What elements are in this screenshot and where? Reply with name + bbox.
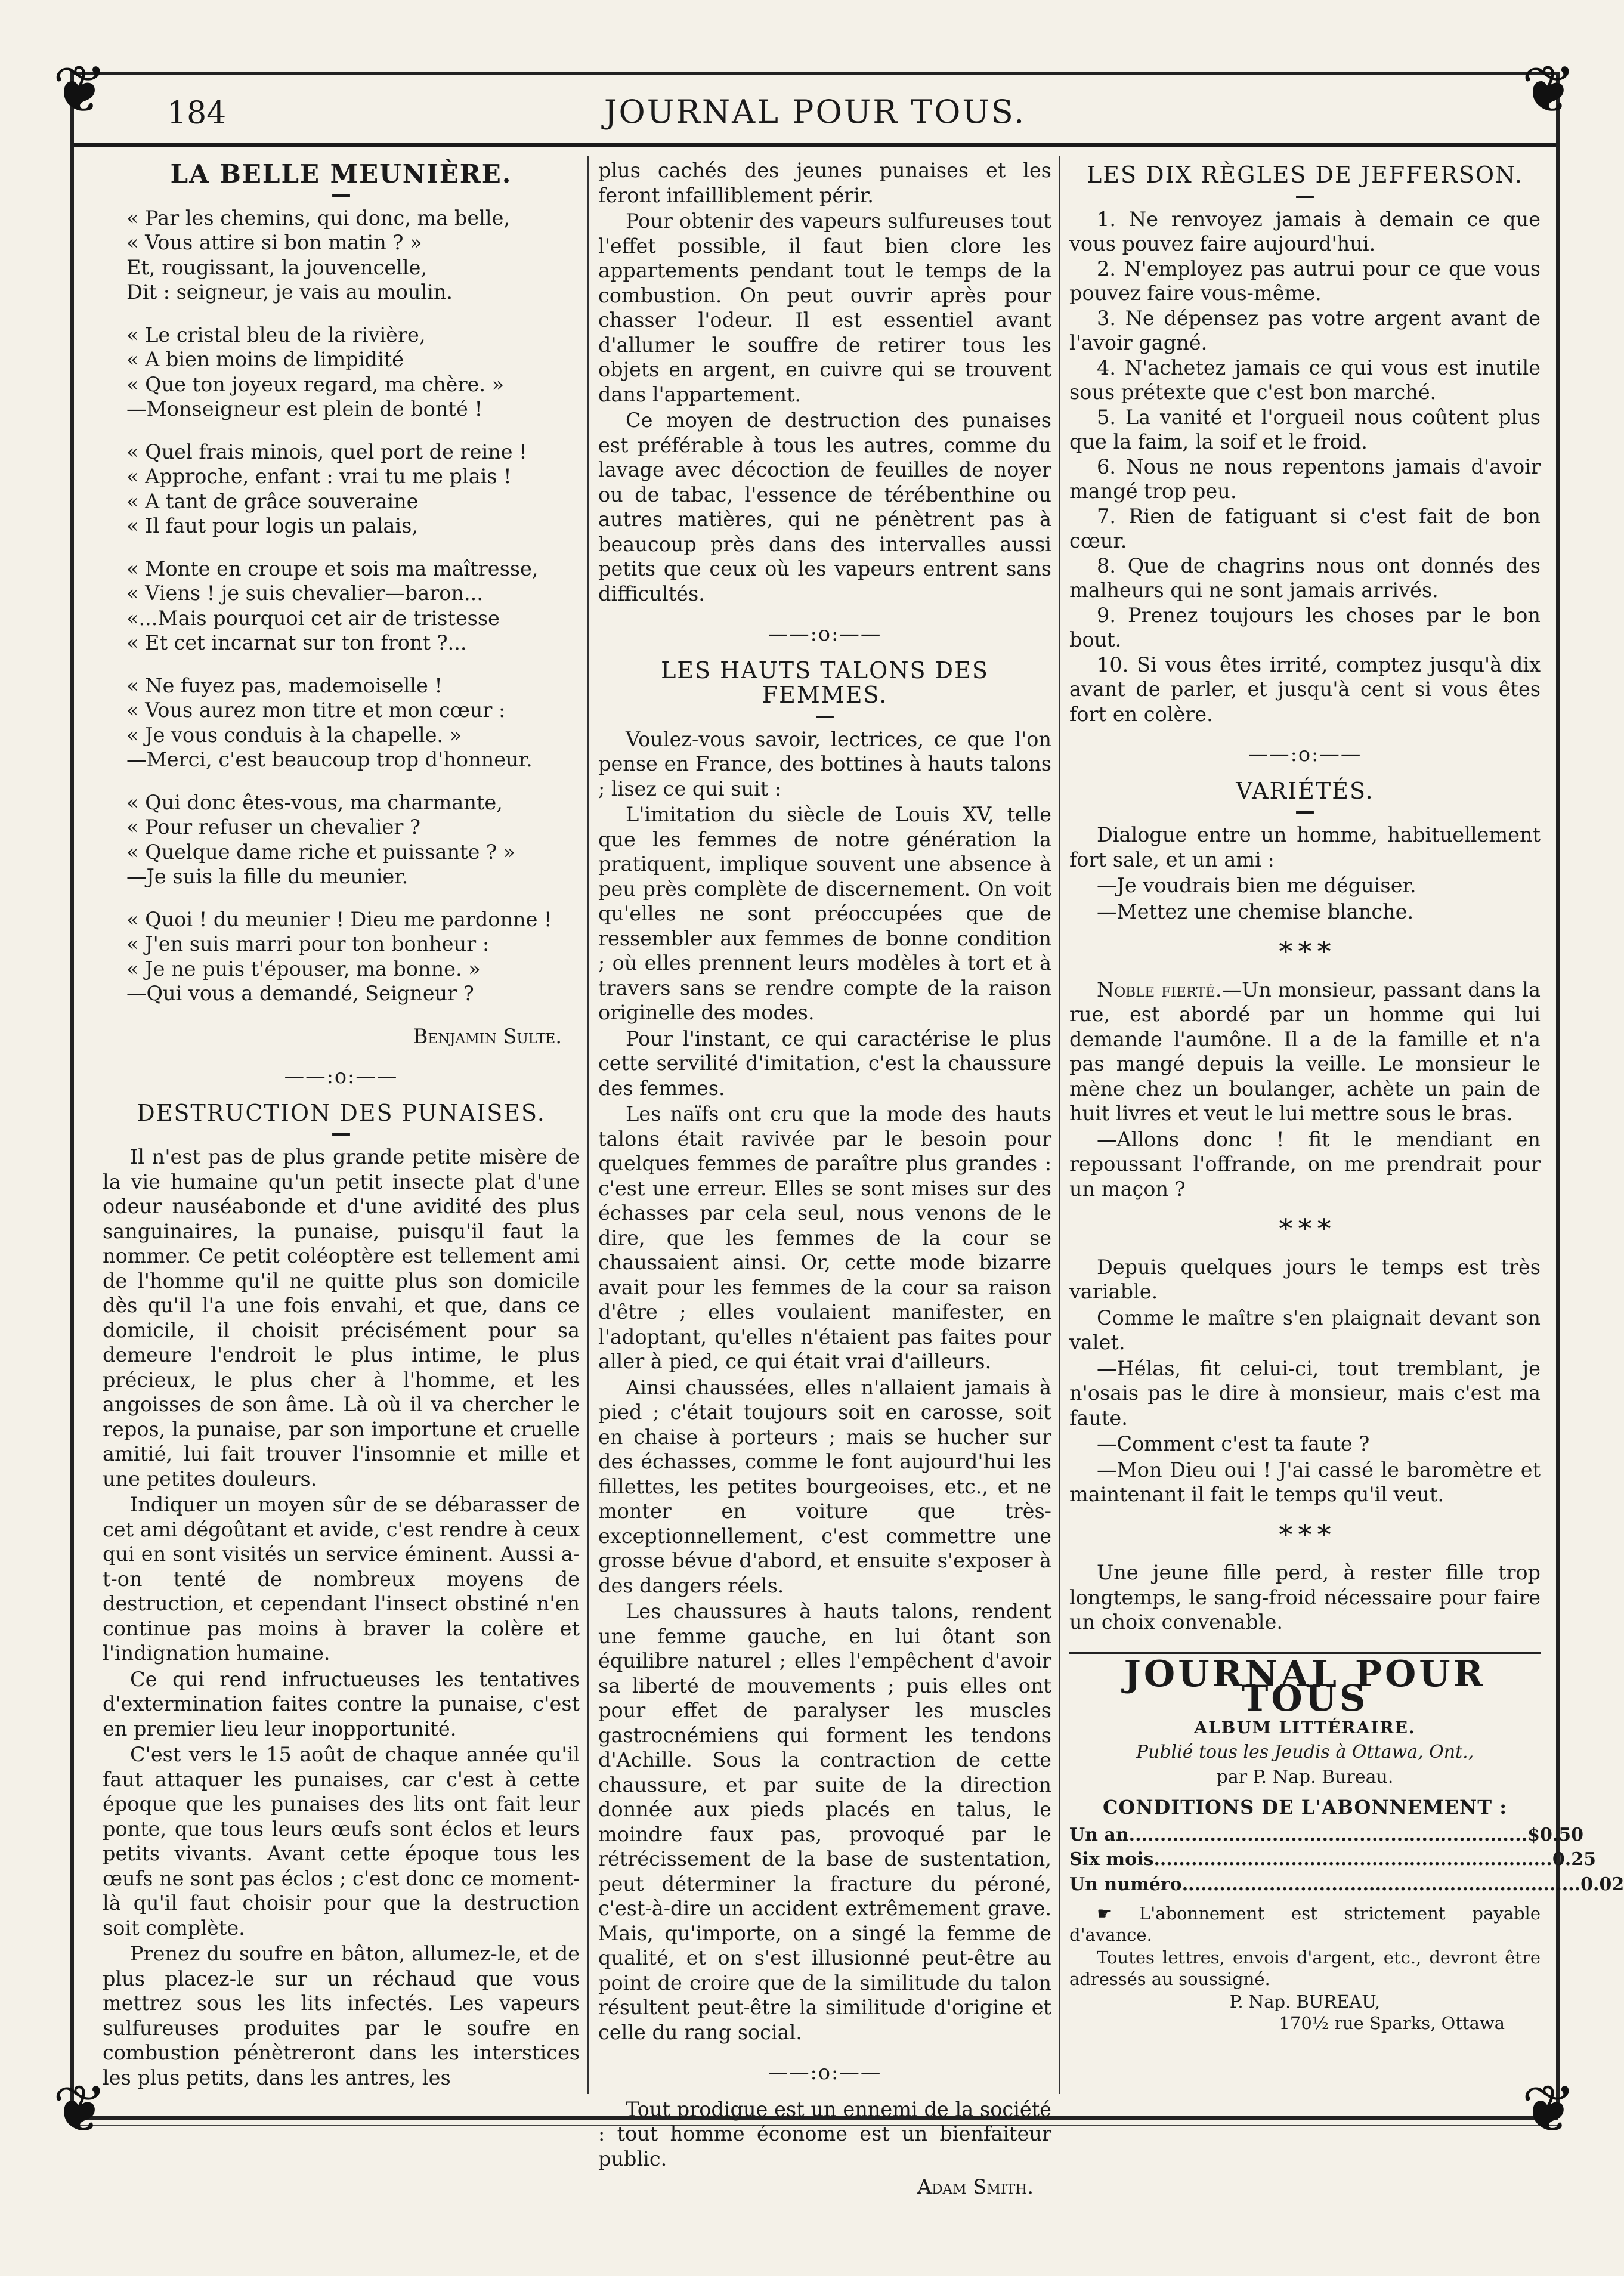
paragraph: Indiquer un moyen sûr de se débarasser de cet ami dégoûtant et avide, c'est rendre à ceux qui en sont visités un service éminent. Aussi a-t-on tenté de nombreux moyens de destruction, et cependant l'insect obstiné n'en continue pas moins à braver la colère et l'indignation humaine.: [103, 1493, 580, 1665]
price-label: Six mois: [1069, 1849, 1154, 1870]
paragraph: —Je voudrais bien me déguiser.: [1097, 874, 1416, 897]
article-title: DESTRUCTION DES PUNAISES.: [137, 1099, 546, 1126]
running-title: JOURNAL POUR TOUS.: [604, 93, 1026, 131]
frame-right-rule: [1556, 72, 1560, 2118]
paragraph: 3. Ne dépensez pas votre argent avant de l'avoir gagné.: [1069, 306, 1541, 354]
column-right: [1069, 158, 1624, 2094]
corner-ornament-icon: ❦: [1521, 2071, 1576, 2147]
maxim-author: Adam Smith.: [917, 2175, 1034, 2198]
paragraph: 5. La vanité et l'orgueil nous coûtent plus que la faim, la soif et le froid.: [1069, 405, 1541, 453]
poem-line: Dit : seigneur, je vais au moulin.: [126, 280, 453, 304]
title-dash: —: [815, 703, 835, 727]
asterism: * * *: [1279, 1518, 1331, 1551]
poem-line: « Vous attire si bon matin ? »: [126, 231, 422, 254]
poem: [103, 206, 580, 1006]
paragraph: Pour obtenir des vapeurs sulfureuses tout l'effet possible, il faut bien clore les appartements pendant tout le temps de la combustion. On peut ouvrir après pour chasser l'odeur. Il est essentiel avant d'allumer le souffre de retirer tous les objets en argent, en cuivre qui se trouvent dans l'appartement.: [598, 209, 1051, 406]
poem-line: « Viens ! je suis chevalier—baron...: [126, 582, 483, 605]
banner-title: JOURNAL POUR TOUS: [1124, 1653, 1486, 1720]
corner-ornament-icon: ❦: [1521, 51, 1576, 128]
weather-anecdote: [1069, 1255, 1541, 1507]
page-number: 184: [167, 95, 227, 131]
poem-line: « Que ton joyeux regard, ma chère. »: [126, 372, 505, 396]
poem-line: —Qui vous a demandé, Seigneur ?: [126, 982, 474, 1005]
banner-subtitle: ALBUM LITTÉRAIRE.: [1194, 1717, 1416, 1737]
frame-top-rule: [72, 72, 1558, 75]
price-row: [1069, 1872, 1624, 1897]
title-dash: —: [1295, 183, 1315, 207]
poem-stanza: [103, 556, 580, 655]
noble-lead: Noble fierté.: [1097, 978, 1222, 1001]
poem-stanza: [103, 673, 580, 772]
poem-line: « Monte en croupe et sois ma maîtresse,: [126, 556, 539, 580]
banner-publisher: par P. Nap. Bureau.: [1216, 1766, 1394, 1788]
paragraph: Dialogue entre un homme, habituellement fort sale, et un ami :: [1069, 823, 1541, 871]
title-dash: —: [331, 1121, 351, 1145]
letters-note: Toutes lettres, envois d'argent, etc., devront être adressés au soussigné.: [1069, 1947, 1541, 1989]
paragraph: 6. Nous ne nous repentons jamais d'avoir mangé trop peu.: [1069, 454, 1541, 503]
leader-dots: ................................................................: [1153, 1849, 1552, 1870]
paragraph: 1. Ne renvoyez jamais à demain ce que vous pouvez faire aujourd'hui.: [1069, 207, 1541, 255]
price-amount: 0.25: [1552, 1849, 1596, 1870]
poem-stanza: [103, 206, 580, 305]
section-separator: ——:o:——: [284, 1065, 398, 1088]
poem-stanza: [103, 440, 580, 539]
noble-paragraph: [1069, 978, 1541, 1126]
paragraph: —Comment c'est ta faute ?: [1097, 1432, 1370, 1455]
dialogue: [1069, 822, 1541, 924]
poem-line: « A tant de grâce souveraine: [126, 489, 419, 513]
header-underline-rule: [72, 143, 1558, 147]
poem-stanza: [103, 790, 580, 889]
paragraph: 8. Que de chagrins nous ont donnés des malheurs qui ne sont jamais arrivés.: [1069, 553, 1541, 602]
paragraph: Comme le maître s'en plaignait devant son valet.: [1069, 1306, 1541, 1354]
poem-line: « Quel frais minois, quel port de reine !: [126, 440, 527, 463]
poem-title: LA BELLE MEUNIÈRE.: [170, 159, 512, 188]
column-left: [103, 158, 580, 2094]
poem-line: « Quelque dame riche et puissante ? »: [126, 840, 516, 864]
price-row: [1069, 1847, 1596, 1872]
subscription-banner: [1069, 1652, 1624, 2034]
paragraph: Il n'est pas de plus grande petite misère de la vie humaine qu'un petit insecte plat d'une odeur nauséabonde et d'une avidité des plus sanguinaires, la punaise, puisqu'il faut la nommer. Ce petit coléoptère est tellement ami de l'homme qu'il ne quitte plus son domicile dès qu'il l'a une fois envahi, et que, dans ce domicile, il choisit précisément pour sa demeure l'endroit le plus intime, le plus précieux, le plus cher à l'homme, et les angoisses de son âme. Là où il va chercher le repos, la punaise, par son importune et cruelle amitié, lui fait trouver l'insomnie et mille et une petites douleurs.: [103, 1145, 580, 1490]
paragraph: L'imitation du siècle de Louis XV, telle que les femmes de notre génération la pratiquent, implique souvent une absence à peu près complète de discernement. On voit qu'elles ne sont préoccupées que de ressembler aux femmes de bonne condition ; où elles prennent leurs modèles à tort et à travers sans se rendre compte de la raison originelle des modes.: [598, 803, 1051, 1024]
payable-note: ☛ L'abonnement est strictement payable d'avance.: [1069, 1903, 1541, 1945]
paragraph: —Hélas, fit celui-ci, tout tremblant, je n'osais pas le dire à monsieur, mais c'est ma faute.: [1069, 1356, 1541, 1430]
rules-title: LES DIX RÈGLES DE JEFFERSON.: [1087, 162, 1523, 188]
article-title: LES HAUTS TALONS DES FEMMES.: [661, 657, 989, 708]
poem-line: « Par les chemins, qui donc, ma belle,: [126, 206, 511, 230]
section-separator: ——:o:——: [768, 622, 882, 645]
poem-line: « Je vous conduis à la chapelle. »: [126, 723, 462, 747]
section-separator: ——:o:——: [768, 2061, 882, 2084]
poem-line: « Quoi ! du meunier ! Dieu me pardonne !: [126, 907, 552, 931]
section-separator: ——:o:——: [1248, 743, 1362, 766]
paragraph: 10. Si vous êtes irrité, comptez jusqu'à dix avant de parler, et jusqu'à cent si vous êtes fort en colère.: [1069, 653, 1541, 726]
paragraph: Voulez-vous savoir, lectrices, ce que l'on pense en France, des bottines à hauts talons ; lisez ce qui suit :: [598, 727, 1051, 800]
title-dash: —: [331, 182, 351, 206]
paragraph: Les naïfs ont cru que la mode des hauts talons était ravivée par le besoin pour quelques femmes de paraître plus grandes : c'est une erreur. Elles se sont mises sur des échasses par cela seul, nous venons de le dire, que les femmes de la cour se chaussaient ainsi. Or, cette mode bizarre avait pour les femmes de la cour sa raison d'être ; elles voulaient manifester, en l'adoptant, qu'elles n'étaient pas faites pour aller à pied, ce qui était vrai d'ailleurs.: [598, 1102, 1051, 1373]
price-row: [1069, 1823, 1584, 1848]
paragraph: 2. N'employez pas autrui pour ce que vous pouvez faire vous-même.: [1069, 256, 1541, 305]
banner-published: Publié tous les Jeudis à Ottawa, Ont.,: [1136, 1742, 1474, 1762]
paragraph: 7. Rien de fatiguant si c'est fait de bon cœur.: [1069, 504, 1541, 552]
paragraph: 9. Prenez toujours les choses par le bon bout.: [1069, 603, 1541, 651]
poem-line: Et, rougissant, la jouvencelle,: [126, 255, 428, 279]
poem-line: « Et cet incarnat sur ton front ?...: [126, 631, 467, 654]
poem-stanza: [103, 907, 580, 1006]
paragraph: —Mon Dieu oui ! J'ai cassé le baromètre et maintenant il fait le temps qu'il veut.: [1069, 1458, 1541, 1506]
poem-line: « Je ne puis t'épouser, ma bonne. »: [126, 957, 481, 981]
article-body: [103, 1145, 580, 2090]
poem-line: —Monseigneur est plein de bonté !: [126, 397, 482, 420]
column-rule: [587, 156, 589, 2094]
price-list: [1069, 1823, 1624, 1897]
leader-dots: ................................................................: [1128, 1824, 1528, 1845]
poem-line: « Ne fuyez pas, mademoiselle !: [126, 673, 443, 697]
rules-list: [1069, 207, 1541, 727]
signer: P. Nap. BUREAU,: [1229, 1992, 1381, 2012]
poem-line: « A bien moins de limpidité: [126, 348, 404, 371]
price-label: Un numéro: [1069, 1873, 1182, 1895]
paragraph: Prenez du soufre en bâton, allumez-le, et de plus placez-le sur un réchaud que vous mettrez sous les lits infectés. Les vapeurs sulfureuses produites par le soufre en combustion pénètreront dans les interstices les plus petits, dans les antres, les: [103, 1942, 580, 2089]
poem-line: « Vous aurez mon titre et mon cœur :: [126, 698, 506, 722]
noble-text: —Un monsieur, passant dans la rue, est abordé par un homme qui lui demande l'aumône. Il a de la famille et n'a pas mangé depuis la veille. Le monsieur le mène chez un boulanger, achète un pain de huit livres et veut le lui mettre sous le bras.: [1069, 978, 1541, 1125]
poem-author: Benjamin Sulte.: [413, 1024, 562, 1048]
corner-ornament-icon: ❦: [52, 2071, 108, 2147]
maiden-maxim: Une jeune fille perd, à rester fille trop longtemps, le sang-froid nécessaire pour faire un choix convenable.: [1069, 1561, 1541, 1634]
address: 170½ rue Sparks, Ottawa: [1279, 2013, 1505, 2033]
poem-line: —Merci, c'est beaucoup trop d'honneur.: [126, 748, 533, 771]
paragraph: C'est vers le 15 août de chaque année qu'il faut attaquer les punaises, car c'est à cette époque que les punaises des lits ont fait leur ponte, que tous leurs œufs sont éclos et leurs petits vivants. Avant cette époque tous les œufs ne sont pas éclos ; c'est donc ce moment-là qu'il faut choisir pour que la destruction soit complète.: [103, 1743, 580, 1940]
paragraph: Ce moyen de destruction des punaises est préférable à tous les autres, comme du lavage avec décoction de feuilles de noyer ou de tabac, l'essence de térébenthine ou autres matières, qui ne pénètrent pas à beaucoup près dans des intervalles aussi petits que ceux où les vapeurs entrent sans difficultés.: [598, 409, 1051, 605]
conditions-title: CONDITIONS DE L'ABONNEMENT :: [1102, 1796, 1508, 1819]
asterism: * * *: [1279, 935, 1331, 967]
paragraph: plus cachés des jeunes punaises et les feront infailliblement périr.: [598, 159, 1051, 207]
poem-line: « Approche, enfant : vrai tu me plais !: [126, 465, 512, 488]
poem-line: « J'en suis marri pour ton bonheur :: [126, 932, 490, 955]
paragraph: Les chaussures à hauts talons, rendent une femme gauche, en lui ôtant son équilibre naturel ; elles l'empêchent d'avoir sa liberté de mouvements ; puis elles ont pour effet de paralyser les muscles gastrocnémiens qui forment les tendons d'Achille. Sous la contraction de cette chaussure, et par suite de la direction donnée aux pieds placés en talus, le moindre faux pas, provoqué par le rétrécissement de la base de sustentation, peut déterminer la fracture du péroné, c'est-à-dire un accident extrêmement grave. Mais, qu'importe, on a singé la femme de qualité, et on s'est illusionné peut-être au point de croire que de la similitude du talon résultent peut-être la similitude d'origine et celle du rang social.: [598, 1600, 1051, 2044]
corner-ornament-icon: ❦: [52, 51, 108, 128]
poem-line: « Pour refuser un chevalier ?: [126, 815, 420, 839]
page-header: [95, 89, 1535, 137]
paragraph: Ainsi chaussées, elles n'allaient jamais à pied ; c'était toujours soit en carosse, soit en chaise à porteurs ; mais se hucher sur des échasses, comme le font aujourd'hui les fillettes, les petites bourgeoises, etc., et ne monter en voiture que très-exceptionnellement, c'est commettre une grosse bévue d'abord, et ensuite s'exposer à des dangers réels.: [598, 1375, 1051, 1597]
title-dash: —: [1295, 799, 1315, 822]
poem-line: —Je suis la fille du meunier.: [126, 865, 409, 888]
column-rule: [1059, 156, 1060, 2094]
poem-line: « Le cristal bleu de la rivière,: [126, 323, 426, 347]
paragraph: Depuis quelques jours le temps est très variable.: [1069, 1255, 1541, 1303]
frame-left-rule: [70, 72, 74, 2118]
paragraph: Ce qui rend infructueuses les tentatives d'extermination faites contre la punaise, c'est en premier lieu leur inopportunité.: [103, 1667, 580, 1740]
poem-line: « Il faut pour logis un palais,: [126, 514, 418, 537]
poem-line: « Qui donc êtes-vous, ma charmante,: [126, 790, 503, 814]
poem-stanza: [103, 323, 580, 422]
price-amount: $0.50: [1527, 1824, 1584, 1845]
noble-rest: [1069, 1127, 1541, 1202]
column-middle: [598, 158, 1051, 2198]
varietes-title: VARIÉTÉS.: [1236, 777, 1374, 804]
paragraph: Pour l'instant, ce qui caractérise le plus cette servilité d'imitation, c'est la chaussure des femmes.: [598, 1026, 1051, 1100]
article-continuation: [598, 158, 1051, 606]
poem-line: «...Mais pourquoi cet air de tristesse: [126, 606, 500, 630]
paragraph: —Allons donc ! fit le mendiant en repoussant l'offrande, on me prendrait pour un maçon ?: [1069, 1127, 1541, 1201]
paragraph: 4. N'achetez jamais ce qui vous est inutile sous prétexte que c'est bon marché.: [1069, 355, 1541, 404]
price-label: Un an: [1069, 1824, 1129, 1845]
price-amount: 0.02: [1580, 1873, 1624, 1895]
maxim: Tout prodigue est un ennemi de la société : tout homme économe est un bienfaiteur public.: [598, 2097, 1051, 2170]
leader-dots: ................................................................: [1181, 1873, 1581, 1895]
paragraph: —Mettez une chemise blanche.: [1097, 899, 1414, 923]
article-body: [598, 727, 1051, 2045]
asterism: * * *: [1279, 1213, 1331, 1245]
